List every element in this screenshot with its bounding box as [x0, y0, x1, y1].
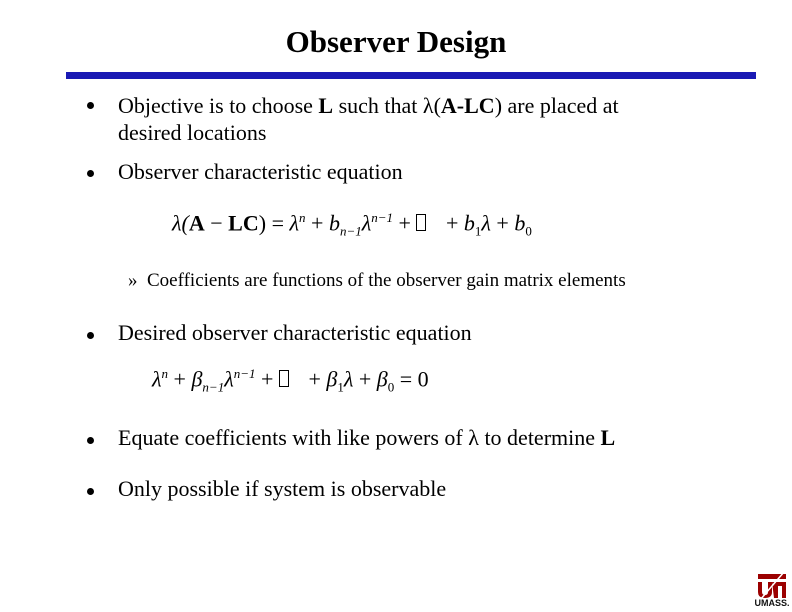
ellipsis-placeholder-box: [416, 214, 426, 231]
bullet-desired-char-eq: Desired observer characteristic equation: [118, 320, 472, 345]
bullet-observer-char-eq: Observer characteristic equation: [118, 159, 403, 184]
bullet-dot: [87, 332, 94, 339]
ellipsis-placeholder-box: [279, 370, 289, 387]
sub-bullet-coefficients: » Coefficients are functions of the observer gain matrix elements: [128, 270, 626, 291]
bullet-dot: [87, 170, 94, 177]
observer-characteristic-equation: $\lambda(A - LC) = \lambda^n + b_{n-1}\lambda^{n-1}$ + + $b_1\lambda + b_0$: [172, 210, 532, 239]
umass-logo-text: UMASS.: [754, 598, 790, 608]
bullet-dot: [87, 488, 94, 495]
slide-title: Observer Design: [285, 24, 507, 59]
title-underline: [66, 72, 756, 79]
desired-characteristic-equation: $\lambda^n + \beta_{n-1}\lambda^{n-1}$ + + $\beta_1\lambda + \beta_0 = 0$: [152, 366, 429, 395]
bullet-observable: Only possible if system is observable: [118, 476, 447, 501]
bullet-objective: Objective is to choose L such that λ(A-LC) are placed at desired locations: [118, 93, 619, 145]
bullet-dot: [87, 102, 94, 109]
bullet-equate-coefficients: Equate coefficients with like powers of λ to determine L: [118, 425, 616, 450]
bullet-dot: [87, 437, 94, 444]
